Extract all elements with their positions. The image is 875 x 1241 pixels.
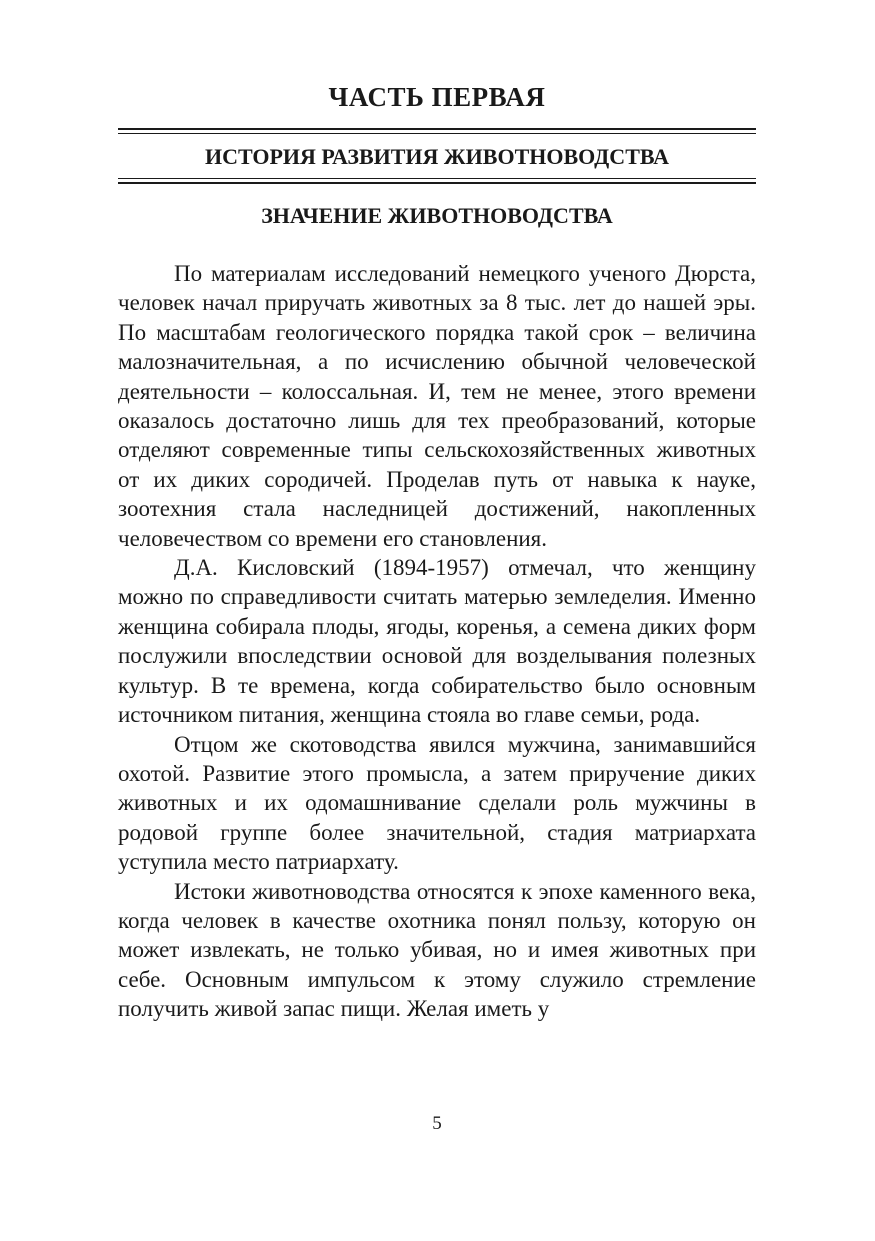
history-title: ИСТОРИЯ РАЗВИТИЯ ЖИВОТНОВОДСТВА	[204, 144, 670, 169]
page-number: 5	[432, 1113, 442, 1134]
bottom-divider	[118, 178, 756, 184]
paragraph-3: Отцом же скотоводства явился мужчина, занимавшийся охотой. Развитие этого промысла, а затем приручение диких животных и их одомашнивание сделали роль мужчины в родовой группе более значительной, стадия матриархата уступила место патриархату.	[118, 731, 756, 875]
section-title: ЗНАЧЕНИЕ ЖИВОТНОВОДСТВА	[261, 203, 613, 228]
paragraph-4: Истоки животноводства относятся к эпохе каменного века, когда человек в качестве охотника понял пользу, которую он может извлекать, не только убивая, но и имея животных при себе. Основным импульсом к этому служило стремление получить живой запас пищи. Желая иметь у	[118, 878, 756, 1022]
paragraph-1: По материалам исследований немецкого ученого Дюрста, человек начал приручать животных за 8 тыс. лет до нашей эры. По масштабам геологического порядка такой срок – величина малозначительная, а по исчислению обычной человеческой деятельности – колоссальная. И, тем не менее, этого времени оказалось достаточно лишь для тех преобразований, которые отделяют современные типы сельскохозяйственных животных от их диких сородичей. Проделав путь от навыка к науке, зоотехния стала наследницей достижений, накопленных человечеством со времени его становления.	[118, 261, 756, 551]
part-title: ЧАСТЬ ПЕРВАЯ	[328, 82, 546, 112]
body-text	[118, 259, 756, 1024]
paragraph-2: Д.А. Кисловский (1894-1957) отмечал, что женщину можно по справедливости считать матерью земледелия. Именно женщина собирала плоды, ягоды, коренья, а семена диких форм послужили впоследствии основой для возделывания полезных культур. В те времена, когда собирательство было основным источником питания, женщина стояла во главе семьи, рода.	[118, 555, 756, 728]
top-divider	[118, 128, 756, 134]
book-page	[118, 0, 756, 1241]
